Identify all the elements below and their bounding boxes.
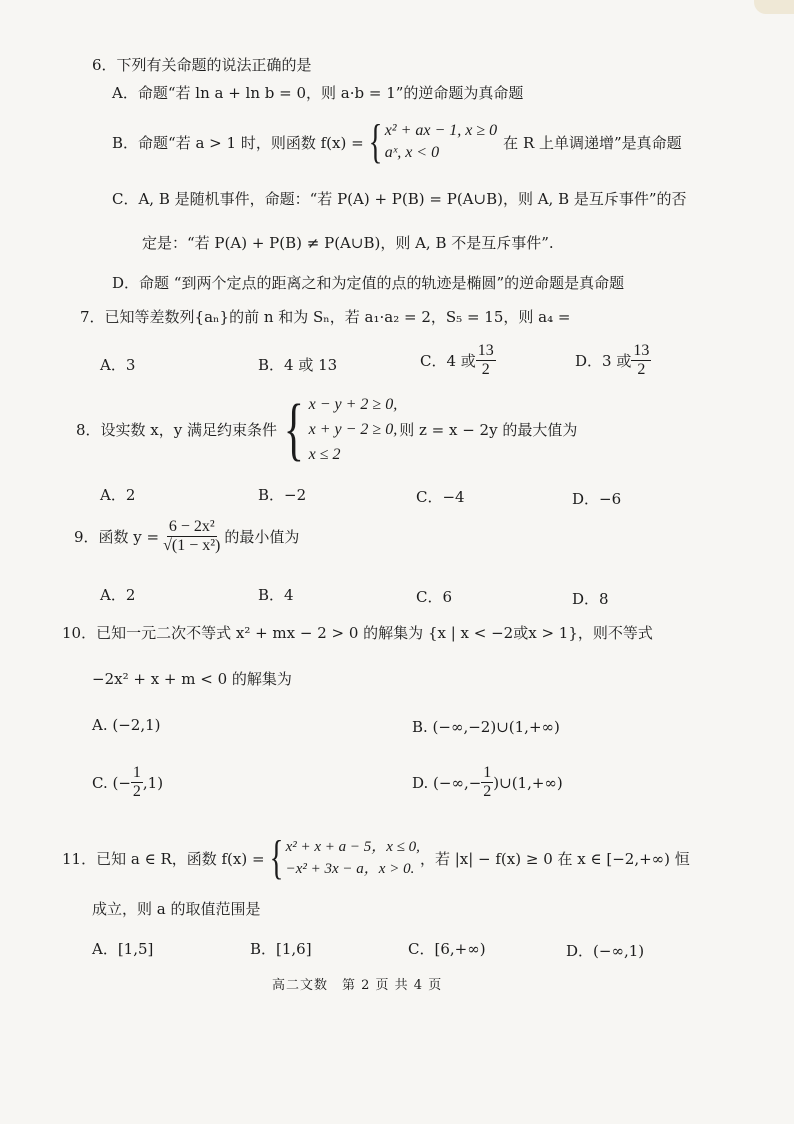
q6-b-suffix: 在 R 上单调递增”是真命题 — [503, 133, 682, 152]
q9-prefix: 9．函数 y = — [74, 528, 160, 546]
q6-stem: 6．下列有关命题的说法正确的是 — [92, 56, 312, 74]
q9-suffix: 的最小值为 — [224, 528, 300, 546]
q6-b-piecewise: { x² + ax − 1, x ≥ 0 aˣ, x < 0 — [368, 115, 498, 168]
page-footer: 高二文数 第 2 页 共 4 页 — [272, 978, 443, 993]
q11-case1: x² + x + a − 5，x ≤ 0, — [285, 839, 420, 855]
q10-d-prefix: D. (−∞,− — [412, 773, 482, 792]
q8-stem — [76, 392, 577, 467]
q7-d-prefix: D．3 或 — [575, 352, 632, 370]
q7-option-a: A．3 — [100, 356, 136, 374]
q7-d-fraction — [631, 342, 651, 379]
q10-option-b: B. (−∞,−2)∪(1,+∞) — [412, 718, 560, 736]
q8-option-b: B．−2 — [258, 486, 307, 504]
q8-option-a: A．2 — [100, 486, 136, 504]
q11-piecewise: { x² + x + a − 5，x ≤ 0, −x² + 3x − a，x > 0. — [269, 831, 420, 884]
q11-case2: −x² + 3x − a，x > 0. — [285, 861, 415, 877]
q6-b-prefix: B．命题“若 a > 1 时，则函数 f(x) = — [112, 133, 364, 152]
q9-num: 6 − 2x² — [168, 518, 215, 535]
q10-d-fraction — [481, 764, 493, 801]
q9-stem — [74, 518, 299, 555]
q10-c-fraction — [131, 764, 143, 801]
q7-option-d — [575, 342, 651, 379]
q8-constraints: { x − y + 2 ≥ 0, x + y − 2 ≥ 0, x ≤ 2 — [283, 390, 398, 468]
q7-c-prefix: C．4 或 — [420, 352, 476, 370]
q6-option-d: D．命题 “到两个定点的距离之和为定值的点的轨迹是椭圆”的逆命题是真命题 — [112, 274, 625, 292]
q7-c-den: 2 — [481, 361, 490, 378]
q8-option-d: D．−6 — [572, 490, 622, 508]
q6-b-case2: aˣ, x < 0 — [384, 144, 440, 161]
q10-stem-line2: −2x² + x + m < 0 的解集为 — [92, 670, 292, 688]
q7-option-b: B．4 或 13 — [258, 356, 338, 374]
q10-stem-line1: 10．已知一元二次不等式 x² + mx − 2 > 0 的解集为 {x | x < −2或x > 1}，则不等式 — [62, 624, 653, 642]
q11-option-a: A．[1,5] — [92, 940, 154, 958]
q10-option-a: A. (−2,1) — [92, 716, 161, 734]
q9-option-c: C．6 — [416, 588, 453, 606]
q8-suffix: 则 z = x − 2y 的最大值为 — [399, 421, 578, 439]
q10-c-num: 1 — [132, 764, 141, 781]
q10-d-den: 2 — [483, 783, 492, 800]
q11-option-b: B．[1,6] — [250, 940, 312, 958]
q8-case2: x + y − 2 ≥ 0, — [308, 421, 398, 438]
q10-option-d — [412, 764, 563, 801]
q6-option-b — [112, 115, 682, 168]
q7-d-den: 2 — [637, 361, 646, 378]
page-corner-mark — [754, 0, 794, 14]
q6-option-c-line1: C．A, B 是随机事件，命题：“若 P(A) + P(B) = P(A∪B)，则 A, B 是互斥事件”的否 — [112, 190, 687, 208]
q10-d-suffix: )∪(1,+∞) — [493, 773, 563, 792]
q6-b-case1: x² + ax − 1, x ≥ 0 — [384, 122, 498, 139]
q10-d-num: 1 — [483, 764, 492, 781]
q11-stem-line2: 成立，则 a 的取值范围是 — [92, 900, 261, 918]
q8-case3: x ≤ 2 — [308, 446, 341, 463]
q7-stem: 7．已知等差数列{aₙ}的前 n 和为 Sₙ，若 a₁·a₂ = 2，S₅ = 15，则 a₄ = — [80, 308, 571, 326]
q9-den: √(1 − x²) — [163, 537, 221, 554]
q8-case1: x − y + 2 ≥ 0, — [308, 396, 398, 413]
q11-stem-line1 — [62, 831, 690, 884]
q9-fraction — [163, 518, 220, 555]
q9-option-d: D．8 — [572, 590, 609, 608]
q10-c-suffix: ,1) — [142, 773, 164, 792]
q9-option-a: A．2 — [100, 586, 136, 604]
q7-option-c — [420, 342, 496, 379]
q10-c-prefix: C. (− — [92, 773, 131, 792]
q11-option-c: C．[6,+∞) — [408, 940, 486, 958]
q11-prefix: 11．已知 a ∈ R，函数 f(x) = — [62, 849, 265, 868]
q7-c-fraction — [476, 342, 496, 379]
q9-option-b: B．4 — [258, 586, 294, 604]
q10-option-c — [92, 764, 163, 801]
q11-option-d: D．(−∞,1) — [566, 942, 645, 960]
q7-d-num: 13 — [633, 342, 650, 359]
q8-prefix: 8．设实数 x，y 满足约束条件 — [76, 421, 278, 439]
q6-option-a: A．命题“若 ln a + ln b = 0，则 a·b = 1”的逆命题为真命题 — [112, 84, 524, 102]
q6-option-c-line2: 定是：“若 P(A) + P(B) ≠ P(A∪B)，则 A, B 不是互斥事件”. — [142, 234, 554, 252]
q8-option-c: C．−4 — [416, 488, 465, 506]
q10-c-den: 2 — [132, 783, 141, 800]
q11-suffix: ，若 |x| − f(x) ≥ 0 在 x ∈ [−2,+∞) 恒 — [419, 849, 690, 868]
q7-c-num: 13 — [477, 342, 494, 359]
